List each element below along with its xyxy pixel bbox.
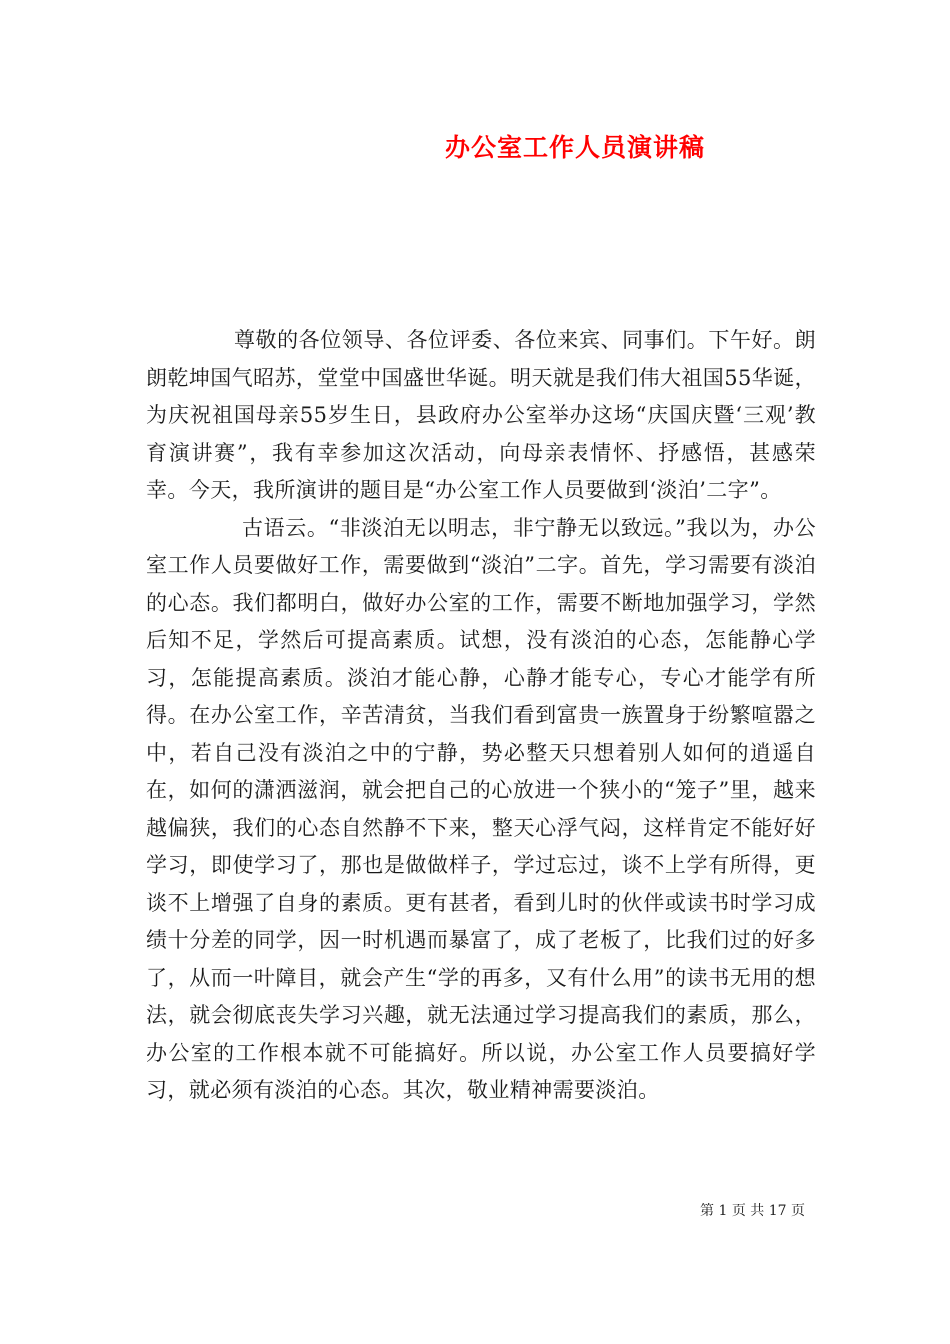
footer-total-pages: 17 [768,1203,787,1219]
document-title: 办公室工作人员演讲稿 [444,133,705,162]
paragraph-opening: 尊敬的各位领导、各位评委、各位来宾、同事们。下午好。朗朗乾坤国气昭苏，堂堂中国盛世华诞。明天就是我们伟大祖国55华诞，为庆祝祖国母亲55岁生日，县政府办公室举办这场“庆国庆暨‘三观’教育演讲赛”，我有幸参加这次活动，向母亲表情怀、抒感悟，甚感荣幸。今天，我所演讲的题目是“办公室工作人员要做到‘淡泊’二字”。 [146,328,816,502]
paragraph-main: 古语云。“非淡泊无以明志，非宁静无以致远。”我以为，办公室工作人员要做好工作，需要做到“淡泊”二字。首先，学习需要有淡泊的心态。我们都明白，做好办公室的工作，需要不断地加强学习，学然后知不足，学然后可提高素质。试想，没有淡泊的心态，怎能静心学习，怎能提高素质。淡泊才能心静，心静才能专心，专心才能学有所得。在办公室工作，辛苦清贫，当我们看到富贵一族置身于纷繁喧嚣之中，若自己没有淡泊之中的宁静，势必整天只想着别人如何的逍遥自在，如何的潇洒滋润，就会把自己的心放进一个狭小的“笼子”里，越来越偏狭，我们的心态自然静不下来，整天心浮气闷，这样肯定不能好好学习，即使学习了，那也是做做样子，学过忘过，谈不上学有所得，更谈不上增强了自身的素质。更有甚者，看到儿时的伙伴或读书时学习成绩十分差的同学，因一时机遇而暴富了，成了老板了，比我们过的好多了，从而一叶障目，就会产生“学的再多，又有什么用”的读书无用的想法，就会彻底丧失学习兴趣，就无法通过学习提高我们的素质，那么，办公室的工作根本就不可能搞好。所以说，办公室工作人员要搞好学习，就必须有淡泊的心态。其次，敬业精神需要淡泊。 [146,515,816,1102]
page-number-footer [700,1202,805,1220]
footer-prefix: 第 [699,1203,714,1219]
footer-suffix: 页 [791,1203,805,1219]
document-body [146,322,816,1110]
footer-middle: 页 共 [731,1203,765,1219]
footer-current-page: 1 [718,1203,728,1219]
